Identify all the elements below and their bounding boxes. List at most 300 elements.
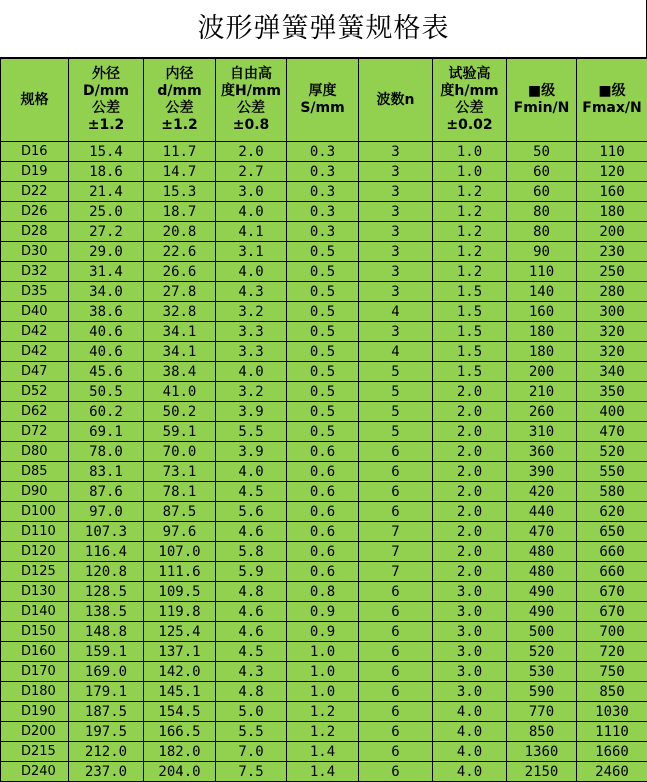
cell-thickness[interactable]: 0.8 <box>287 582 359 602</box>
cell-test-height[interactable]: 1.5 <box>433 342 507 362</box>
cell-free-height[interactable]: 2.0 <box>216 142 287 162</box>
cell-inner-diameter[interactable]: 41.0 <box>144 382 216 402</box>
cell-thickness[interactable]: 0.5 <box>287 302 359 322</box>
cell-spec[interactable]: D100 <box>1 502 69 522</box>
cell-free-height[interactable]: 7.5 <box>216 762 287 782</box>
cell-wave-count[interactable]: 3 <box>359 202 433 222</box>
cell-wave-count[interactable]: 3 <box>359 182 433 202</box>
cell-test-height[interactable]: 4.0 <box>433 762 507 782</box>
cell-thickness[interactable]: 0.6 <box>287 542 359 562</box>
cell-wave-count[interactable]: 5 <box>359 402 433 422</box>
cell-inner-diameter[interactable]: 107.0 <box>144 542 216 562</box>
cell-free-height[interactable]: 3.9 <box>216 442 287 462</box>
table-row <box>1 762 647 782</box>
cell-fmax[interactable]: 520 <box>577 442 647 462</box>
cell-thickness[interactable]: 0.5 <box>287 342 359 362</box>
cell-free-height[interactable]: 5.5 <box>216 722 287 742</box>
cell-fmin[interactable]: 480 <box>507 562 577 582</box>
table-row <box>1 642 647 662</box>
cell-outer-diameter[interactable]: 128.5 <box>69 582 144 602</box>
cell-wave-count[interactable]: 6 <box>359 682 433 702</box>
cell-inner-diameter[interactable]: 97.6 <box>144 522 216 542</box>
cell-wave-count[interactable]: 7 <box>359 562 433 582</box>
cell-free-height[interactable]: 3.1 <box>216 242 287 262</box>
cell-fmin[interactable]: 210 <box>507 382 577 402</box>
cell-thickness[interactable]: 0.5 <box>287 402 359 422</box>
cell-inner-diameter[interactable]: 111.6 <box>144 562 216 582</box>
cell-fmax[interactable]: 750 <box>577 662 647 682</box>
cell-thickness[interactable]: 0.3 <box>287 182 359 202</box>
header-inner-diameter: 内径 d/mm 公差 ±1.2 <box>144 59 216 142</box>
cell-fmin[interactable]: 140 <box>507 282 577 302</box>
cell-fmin[interactable]: 50 <box>507 142 577 162</box>
cell-inner-diameter[interactable]: 15.3 <box>144 182 216 202</box>
cell-fmin[interactable]: 2150 <box>507 762 577 782</box>
cell-wave-count[interactable]: 3 <box>359 142 433 162</box>
cell-thickness[interactable]: 0.6 <box>287 462 359 482</box>
cell-wave-count[interactable]: 4 <box>359 302 433 322</box>
cell-free-height[interactable]: 5.9 <box>216 562 287 582</box>
cell-fmax[interactable]: 720 <box>577 642 647 662</box>
cell-outer-diameter[interactable]: 116.4 <box>69 542 144 562</box>
table-row <box>1 262 647 282</box>
cell-outer-diameter[interactable]: 50.5 <box>69 382 144 402</box>
cell-inner-diameter[interactable]: 154.5 <box>144 702 216 722</box>
cell-thickness[interactable]: 1.4 <box>287 742 359 762</box>
cell-thickness[interactable]: 0.5 <box>287 262 359 282</box>
cell-spec[interactable]: D125 <box>1 562 69 582</box>
cell-fmin[interactable]: 490 <box>507 602 577 622</box>
cell-thickness[interactable]: 0.5 <box>287 242 359 262</box>
cell-fmax[interactable]: 670 <box>577 602 647 622</box>
cell-wave-count[interactable]: 3 <box>359 162 433 182</box>
cell-inner-diameter[interactable]: 59.1 <box>144 422 216 442</box>
cell-outer-diameter[interactable]: 83.1 <box>69 462 144 482</box>
cell-thickness[interactable]: 0.6 <box>287 482 359 502</box>
cell-test-height[interactable]: 2.0 <box>433 382 507 402</box>
cell-wave-count[interactable]: 6 <box>359 482 433 502</box>
cell-fmax[interactable]: 320 <box>577 342 647 362</box>
cell-free-height[interactable]: 5.8 <box>216 542 287 562</box>
cell-fmax[interactable]: 550 <box>577 462 647 482</box>
cell-free-height[interactable]: 4.6 <box>216 622 287 642</box>
cell-fmin[interactable]: 310 <box>507 422 577 442</box>
cell-test-height[interactable]: 2.0 <box>433 542 507 562</box>
cell-inner-diameter[interactable]: 109.5 <box>144 582 216 602</box>
cell-free-height[interactable]: 4.3 <box>216 282 287 302</box>
cell-fmax[interactable]: 620 <box>577 502 647 522</box>
cell-spec[interactable]: D150 <box>1 622 69 642</box>
cell-inner-diameter[interactable]: 70.0 <box>144 442 216 462</box>
cell-test-height[interactable]: 4.0 <box>433 722 507 742</box>
cell-inner-diameter[interactable]: 137.1 <box>144 642 216 662</box>
cell-thickness[interactable]: 1.0 <box>287 682 359 702</box>
cell-wave-count[interactable]: 7 <box>359 522 433 542</box>
cell-fmin[interactable]: 530 <box>507 662 577 682</box>
cell-free-height[interactable]: 4.3 <box>216 662 287 682</box>
cell-thickness[interactable]: 0.9 <box>287 622 359 642</box>
cell-free-height[interactable]: 4.8 <box>216 682 287 702</box>
cell-thickness[interactable]: 0.5 <box>287 282 359 302</box>
cell-outer-diameter[interactable]: 138.5 <box>69 602 144 622</box>
cell-free-height[interactable]: 3.2 <box>216 382 287 402</box>
cell-wave-count[interactable]: 6 <box>359 762 433 782</box>
cell-fmax[interactable]: 1030 <box>577 702 647 722</box>
cell-fmax[interactable]: 300 <box>577 302 647 322</box>
cell-free-height[interactable]: 5.6 <box>216 502 287 522</box>
cell-fmax[interactable]: 670 <box>577 582 647 602</box>
cell-wave-count[interactable]: 5 <box>359 362 433 382</box>
cell-spec[interactable]: D47 <box>1 362 69 382</box>
cell-thickness[interactable]: 0.6 <box>287 502 359 522</box>
cell-inner-diameter[interactable]: 22.6 <box>144 242 216 262</box>
cell-outer-diameter[interactable]: 97.0 <box>69 502 144 522</box>
cell-test-height[interactable]: 2.0 <box>433 442 507 462</box>
cell-inner-diameter[interactable]: 14.7 <box>144 162 216 182</box>
cell-inner-diameter[interactable]: 32.8 <box>144 302 216 322</box>
cell-outer-diameter[interactable]: 187.5 <box>69 702 144 722</box>
cell-thickness[interactable]: 0.5 <box>287 322 359 342</box>
cell-thickness[interactable]: 0.6 <box>287 522 359 542</box>
cell-fmax[interactable]: 700 <box>577 622 647 642</box>
cell-wave-count[interactable]: 6 <box>359 742 433 762</box>
header-free-height: 自由高 度H/mm 公差 ±0.8 <box>216 59 287 142</box>
cell-free-height[interactable]: 4.1 <box>216 222 287 242</box>
cell-spec[interactable]: D30 <box>1 242 69 262</box>
cell-fmin[interactable]: 180 <box>507 342 577 362</box>
cell-spec[interactable]: D32 <box>1 262 69 282</box>
table-row <box>1 662 647 682</box>
spec-table <box>0 58 647 782</box>
cell-thickness[interactable]: 0.3 <box>287 162 359 182</box>
cell-outer-diameter[interactable]: 31.4 <box>69 262 144 282</box>
cell-test-height[interactable]: 1.2 <box>433 222 507 242</box>
cell-spec[interactable]: D62 <box>1 402 69 422</box>
cell-wave-count[interactable]: 3 <box>359 282 433 302</box>
cell-test-height[interactable]: 1.2 <box>433 262 507 282</box>
cell-inner-diameter[interactable]: 166.5 <box>144 722 216 742</box>
cell-wave-count[interactable]: 7 <box>359 542 433 562</box>
cell-wave-count[interactable]: 3 <box>359 322 433 342</box>
cell-test-height[interactable]: 1.0 <box>433 142 507 162</box>
cell-outer-diameter[interactable]: 21.4 <box>69 182 144 202</box>
cell-wave-count[interactable]: 6 <box>359 602 433 622</box>
cell-fmax[interactable]: 660 <box>577 542 647 562</box>
cell-fmax[interactable]: 200 <box>577 222 647 242</box>
cell-test-height[interactable]: 2.0 <box>433 562 507 582</box>
cell-inner-diameter[interactable]: 38.4 <box>144 362 216 382</box>
cell-outer-diameter[interactable]: 38.6 <box>69 302 144 322</box>
cell-thickness[interactable]: 0.5 <box>287 382 359 402</box>
cell-spec[interactable]: D140 <box>1 602 69 622</box>
cell-inner-diameter[interactable]: 18.7 <box>144 202 216 222</box>
cell-inner-diameter[interactable]: 204.0 <box>144 762 216 782</box>
cell-outer-diameter[interactable]: 34.0 <box>69 282 144 302</box>
cell-wave-count[interactable]: 6 <box>359 702 433 722</box>
cell-test-height[interactable]: 2.0 <box>433 482 507 502</box>
cell-fmin[interactable]: 200 <box>507 362 577 382</box>
cell-fmin[interactable]: 440 <box>507 502 577 522</box>
cell-free-height[interactable]: 3.3 <box>216 322 287 342</box>
cell-fmin[interactable]: 520 <box>507 642 577 662</box>
cell-spec[interactable]: D16 <box>1 142 69 162</box>
cell-spec[interactable]: D80 <box>1 442 69 462</box>
cell-fmax[interactable]: 2460 <box>577 762 647 782</box>
cell-spec[interactable]: D40 <box>1 302 69 322</box>
cell-free-height[interactable]: 3.2 <box>216 302 287 322</box>
cell-wave-count[interactable]: 5 <box>359 382 433 402</box>
cell-thickness[interactable]: 1.2 <box>287 702 359 722</box>
cell-spec[interactable]: D120 <box>1 542 69 562</box>
cell-outer-diameter[interactable]: 78.0 <box>69 442 144 462</box>
cell-thickness[interactable]: 0.3 <box>287 142 359 162</box>
cell-fmin[interactable]: 470 <box>507 522 577 542</box>
cell-wave-count[interactable]: 3 <box>359 242 433 262</box>
cell-test-height[interactable]: 1.0 <box>433 162 507 182</box>
cell-spec[interactable]: D22 <box>1 182 69 202</box>
cell-test-height[interactable]: 1.5 <box>433 322 507 342</box>
table-row <box>1 142 647 162</box>
cell-outer-diameter[interactable]: 60.2 <box>69 402 144 422</box>
cell-test-height[interactable]: 3.0 <box>433 662 507 682</box>
cell-inner-diameter[interactable]: 27.8 <box>144 282 216 302</box>
cell-outer-diameter[interactable]: 45.6 <box>69 362 144 382</box>
cell-test-height[interactable]: 3.0 <box>433 682 507 702</box>
cell-fmin[interactable]: 850 <box>507 722 577 742</box>
cell-inner-diameter[interactable]: 145.1 <box>144 682 216 702</box>
cell-fmax[interactable]: 650 <box>577 522 647 542</box>
cell-test-height[interactable]: 4.0 <box>433 702 507 722</box>
cell-free-height[interactable]: 3.0 <box>216 182 287 202</box>
cell-fmax[interactable]: 160 <box>577 182 647 202</box>
cell-wave-count[interactable]: 5 <box>359 422 433 442</box>
cell-test-height[interactable]: 4.0 <box>433 742 507 762</box>
cell-fmax[interactable]: 1660 <box>577 742 647 762</box>
cell-outer-diameter[interactable]: 212.0 <box>69 742 144 762</box>
cell-outer-diameter[interactable]: 169.0 <box>69 662 144 682</box>
cell-wave-count[interactable]: 3 <box>359 262 433 282</box>
cell-spec[interactable]: D28 <box>1 222 69 242</box>
cell-test-height[interactable]: 1.2 <box>433 182 507 202</box>
cell-wave-count[interactable]: 6 <box>359 442 433 462</box>
cell-test-height[interactable]: 3.0 <box>433 602 507 622</box>
cell-fmin[interactable]: 60 <box>507 162 577 182</box>
cell-test-height[interactable]: 3.0 <box>433 642 507 662</box>
cell-fmin[interactable]: 770 <box>507 702 577 722</box>
cell-fmax[interactable]: 320 <box>577 322 647 342</box>
cell-outer-diameter[interactable]: 148.8 <box>69 622 144 642</box>
cell-outer-diameter[interactable]: 107.3 <box>69 522 144 542</box>
cell-spec[interactable]: D190 <box>1 702 69 722</box>
cell-fmax[interactable]: 180 <box>577 202 647 222</box>
cell-fmax[interactable]: 660 <box>577 562 647 582</box>
cell-spec[interactable]: D52 <box>1 382 69 402</box>
cell-outer-diameter[interactable]: 15.4 <box>69 142 144 162</box>
cell-wave-count[interactable]: 3 <box>359 222 433 242</box>
cell-fmin[interactable]: 160 <box>507 302 577 322</box>
cell-outer-diameter[interactable]: 40.6 <box>69 342 144 362</box>
cell-test-height[interactable]: 1.5 <box>433 282 507 302</box>
cell-inner-diameter[interactable]: 73.1 <box>144 462 216 482</box>
cell-spec[interactable]: D240 <box>1 762 69 782</box>
cell-inner-diameter[interactable]: 78.1 <box>144 482 216 502</box>
cell-fmin[interactable]: 420 <box>507 482 577 502</box>
cell-free-height[interactable]: 4.6 <box>216 522 287 542</box>
cell-fmax[interactable]: 340 <box>577 362 647 382</box>
cell-free-height[interactable]: 4.5 <box>216 482 287 502</box>
cell-free-height[interactable]: 4.0 <box>216 262 287 282</box>
cell-outer-diameter[interactable]: 40.6 <box>69 322 144 342</box>
cell-thickness[interactable]: 0.9 <box>287 602 359 622</box>
cell-test-height[interactable]: 2.0 <box>433 502 507 522</box>
cell-fmax[interactable]: 1110 <box>577 722 647 742</box>
cell-thickness[interactable]: 1.0 <box>287 662 359 682</box>
cell-test-height[interactable]: 1.5 <box>433 302 507 322</box>
cell-inner-diameter[interactable]: 182.0 <box>144 742 216 762</box>
cell-fmin[interactable]: 490 <box>507 582 577 602</box>
cell-fmax[interactable]: 280 <box>577 282 647 302</box>
cell-spec[interactable]: D180 <box>1 682 69 702</box>
cell-thickness[interactable]: 0.3 <box>287 222 359 242</box>
cell-fmin[interactable]: 180 <box>507 322 577 342</box>
cell-inner-diameter[interactable]: 87.5 <box>144 502 216 522</box>
cell-fmin[interactable]: 90 <box>507 242 577 262</box>
cell-test-height[interactable]: 3.0 <box>433 622 507 642</box>
cell-free-height[interactable]: 3.9 <box>216 402 287 422</box>
cell-inner-diameter[interactable]: 26.6 <box>144 262 216 282</box>
header-fmin: ■级 Fmin/N <box>507 59 577 142</box>
cell-free-height[interactable]: 4.8 <box>216 582 287 602</box>
cell-inner-diameter[interactable]: 125.4 <box>144 622 216 642</box>
cell-inner-diameter[interactable]: 50.2 <box>144 402 216 422</box>
cell-test-height[interactable]: 1.5 <box>433 362 507 382</box>
cell-free-height[interactable]: 3.3 <box>216 342 287 362</box>
cell-spec[interactable]: D200 <box>1 722 69 742</box>
cell-fmin[interactable]: 1360 <box>507 742 577 762</box>
cell-outer-diameter[interactable]: 27.2 <box>69 222 144 242</box>
cell-inner-diameter[interactable]: 20.8 <box>144 222 216 242</box>
cell-outer-diameter[interactable]: 197.5 <box>69 722 144 742</box>
cell-outer-diameter[interactable]: 87.6 <box>69 482 144 502</box>
cell-fmin[interactable]: 390 <box>507 462 577 482</box>
cell-spec[interactable]: D215 <box>1 742 69 762</box>
cell-free-height[interactable]: 4.5 <box>216 642 287 662</box>
cell-fmax[interactable]: 350 <box>577 382 647 402</box>
cell-thickness[interactable]: 1.2 <box>287 722 359 742</box>
cell-fmin[interactable]: 80 <box>507 202 577 222</box>
cell-free-height[interactable]: 4.6 <box>216 602 287 622</box>
cell-spec[interactable]: D110 <box>1 522 69 542</box>
cell-test-height[interactable]: 2.0 <box>433 522 507 542</box>
cell-outer-diameter[interactable]: 69.1 <box>69 422 144 442</box>
cell-spec[interactable]: D19 <box>1 162 69 182</box>
cell-fmin[interactable]: 80 <box>507 222 577 242</box>
cell-outer-diameter[interactable]: 29.0 <box>69 242 144 262</box>
cell-test-height[interactable]: 2.0 <box>433 462 507 482</box>
cell-fmax[interactable]: 230 <box>577 242 647 262</box>
cell-thickness[interactable]: 0.3 <box>287 202 359 222</box>
cell-spec[interactable]: D85 <box>1 462 69 482</box>
cell-wave-count[interactable]: 6 <box>359 502 433 522</box>
cell-test-height[interactable]: 3.0 <box>433 582 507 602</box>
cell-thickness[interactable]: 0.5 <box>287 362 359 382</box>
cell-fmin[interactable]: 480 <box>507 542 577 562</box>
cell-free-height[interactable]: 7.0 <box>216 742 287 762</box>
cell-fmin[interactable]: 60 <box>507 182 577 202</box>
cell-free-height[interactable]: 5.0 <box>216 702 287 722</box>
cell-wave-count[interactable]: 6 <box>359 582 433 602</box>
cell-fmax[interactable]: 850 <box>577 682 647 702</box>
cell-spec[interactable]: D26 <box>1 202 69 222</box>
cell-inner-diameter[interactable]: 11.7 <box>144 142 216 162</box>
cell-outer-diameter[interactable]: 25.0 <box>69 202 144 222</box>
cell-fmin[interactable]: 500 <box>507 622 577 642</box>
cell-outer-diameter[interactable]: 159.1 <box>69 642 144 662</box>
cell-fmax[interactable]: 110 <box>577 142 647 162</box>
cell-free-height[interactable]: 4.0 <box>216 462 287 482</box>
cell-test-height[interactable]: 2.0 <box>433 402 507 422</box>
cell-spec[interactable]: D130 <box>1 582 69 602</box>
cell-thickness[interactable]: 0.6 <box>287 562 359 582</box>
cell-spec[interactable]: D42 <box>1 342 69 362</box>
cell-fmin[interactable]: 360 <box>507 442 577 462</box>
cell-spec[interactable]: D42 <box>1 322 69 342</box>
cell-outer-diameter[interactable]: 237.0 <box>69 762 144 782</box>
table-row <box>1 222 647 242</box>
cell-fmax[interactable]: 400 <box>577 402 647 422</box>
cell-test-height[interactable]: 2.0 <box>433 422 507 442</box>
cell-inner-diameter[interactable]: 119.8 <box>144 602 216 622</box>
cell-spec[interactable]: D35 <box>1 282 69 302</box>
cell-inner-diameter[interactable]: 34.1 <box>144 342 216 362</box>
cell-wave-count[interactable]: 6 <box>359 642 433 662</box>
cell-spec[interactable]: D72 <box>1 422 69 442</box>
cell-test-height[interactable]: 1.2 <box>433 242 507 262</box>
cell-inner-diameter[interactable]: 142.0 <box>144 662 216 682</box>
cell-fmin[interactable]: 590 <box>507 682 577 702</box>
cell-fmax[interactable]: 250 <box>577 262 647 282</box>
cell-thickness[interactable]: 1.0 <box>287 642 359 662</box>
cell-spec[interactable]: D170 <box>1 662 69 682</box>
cell-free-height[interactable]: 2.7 <box>216 162 287 182</box>
cell-free-height[interactable]: 5.5 <box>216 422 287 442</box>
cell-wave-count[interactable]: 4 <box>359 342 433 362</box>
cell-outer-diameter[interactable]: 18.6 <box>69 162 144 182</box>
cell-spec[interactable]: D160 <box>1 642 69 662</box>
cell-thickness[interactable]: 0.6 <box>287 442 359 462</box>
table-row <box>1 362 647 382</box>
cell-wave-count[interactable]: 6 <box>359 662 433 682</box>
cell-thickness[interactable]: 1.4 <box>287 762 359 782</box>
cell-test-height[interactable]: 1.2 <box>433 202 507 222</box>
cell-fmax[interactable]: 470 <box>577 422 647 442</box>
cell-fmin[interactable]: 260 <box>507 402 577 422</box>
cell-outer-diameter[interactable]: 179.1 <box>69 682 144 702</box>
table-row <box>1 382 647 402</box>
cell-free-height[interactable]: 4.0 <box>216 362 287 382</box>
cell-wave-count[interactable]: 6 <box>359 462 433 482</box>
cell-thickness[interactable]: 0.5 <box>287 422 359 442</box>
cell-spec[interactable]: D90 <box>1 482 69 502</box>
cell-outer-diameter[interactable]: 120.8 <box>69 562 144 582</box>
cell-fmin[interactable]: 110 <box>507 262 577 282</box>
cell-fmax[interactable]: 120 <box>577 162 647 182</box>
cell-wave-count[interactable]: 6 <box>359 722 433 742</box>
cell-fmax[interactable]: 580 <box>577 482 647 502</box>
cell-inner-diameter[interactable]: 34.1 <box>144 322 216 342</box>
cell-free-height[interactable]: 4.0 <box>216 202 287 222</box>
cell-wave-count[interactable]: 6 <box>359 622 433 642</box>
